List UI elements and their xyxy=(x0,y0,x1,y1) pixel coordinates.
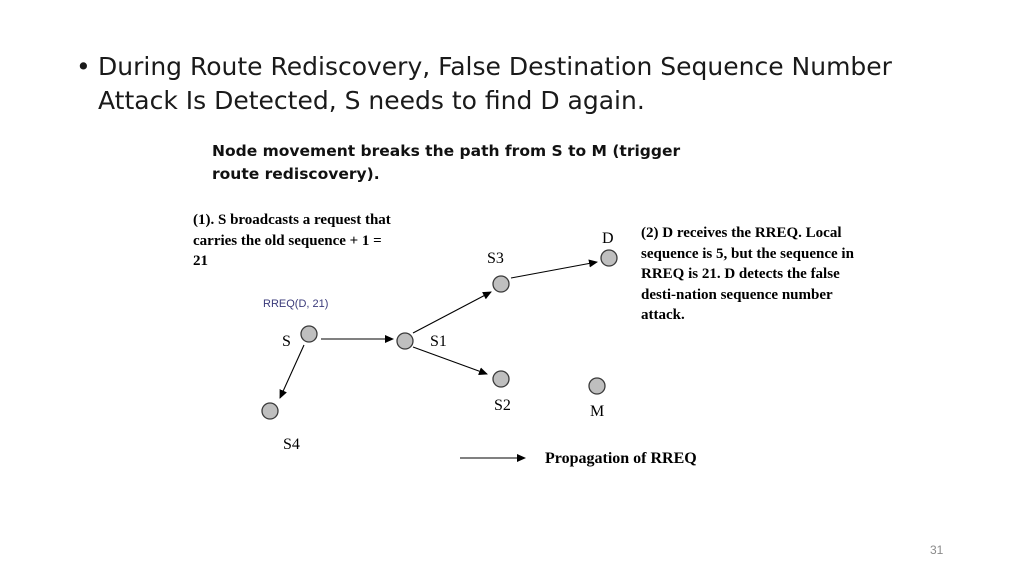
edge-s-to-s4 xyxy=(280,345,304,398)
rreq-label: RREQ(D, 21) xyxy=(263,298,329,310)
node-d xyxy=(601,250,617,266)
node-label-s: S xyxy=(282,333,291,350)
node-label-s2: S2 xyxy=(494,397,511,414)
node-label-m: M xyxy=(590,403,605,420)
bullet-marker: • xyxy=(76,52,91,81)
node-s4 xyxy=(262,403,278,419)
edge-s1-to-s2 xyxy=(413,347,487,374)
edge-s3-to-d xyxy=(511,262,597,278)
legend-label: Propagation of RREQ xyxy=(545,450,697,467)
node-s1 xyxy=(397,333,413,349)
node-s3 xyxy=(493,276,509,292)
step-1-note: (1). S broadcasts a request that carries the old sequence + 1 = 21 xyxy=(193,212,391,269)
node-label-s1: S1 xyxy=(430,333,447,350)
step-2-note: (2) D receives the RREQ. Local sequence is 5, but the sequence in RREQ is 21. D detects the false desti-nation sequence number attack. xyxy=(641,225,854,323)
slide-subtitle: Node movement breaks the path from S to M (trigger route rediscovery). xyxy=(212,142,681,183)
node-s xyxy=(301,326,317,342)
node-label-d: D xyxy=(602,230,614,247)
page-number: 31 xyxy=(930,543,944,557)
node-s2 xyxy=(493,371,509,387)
node-m xyxy=(589,378,605,394)
slide-heading: During Route Rediscovery, False Destination Sequence Number Attack Is Detected, S needs to find D again. xyxy=(98,52,892,115)
node-label-s4: S4 xyxy=(283,436,300,453)
edge-s1-to-s3 xyxy=(413,292,491,333)
node-label-s3: S3 xyxy=(487,250,504,267)
